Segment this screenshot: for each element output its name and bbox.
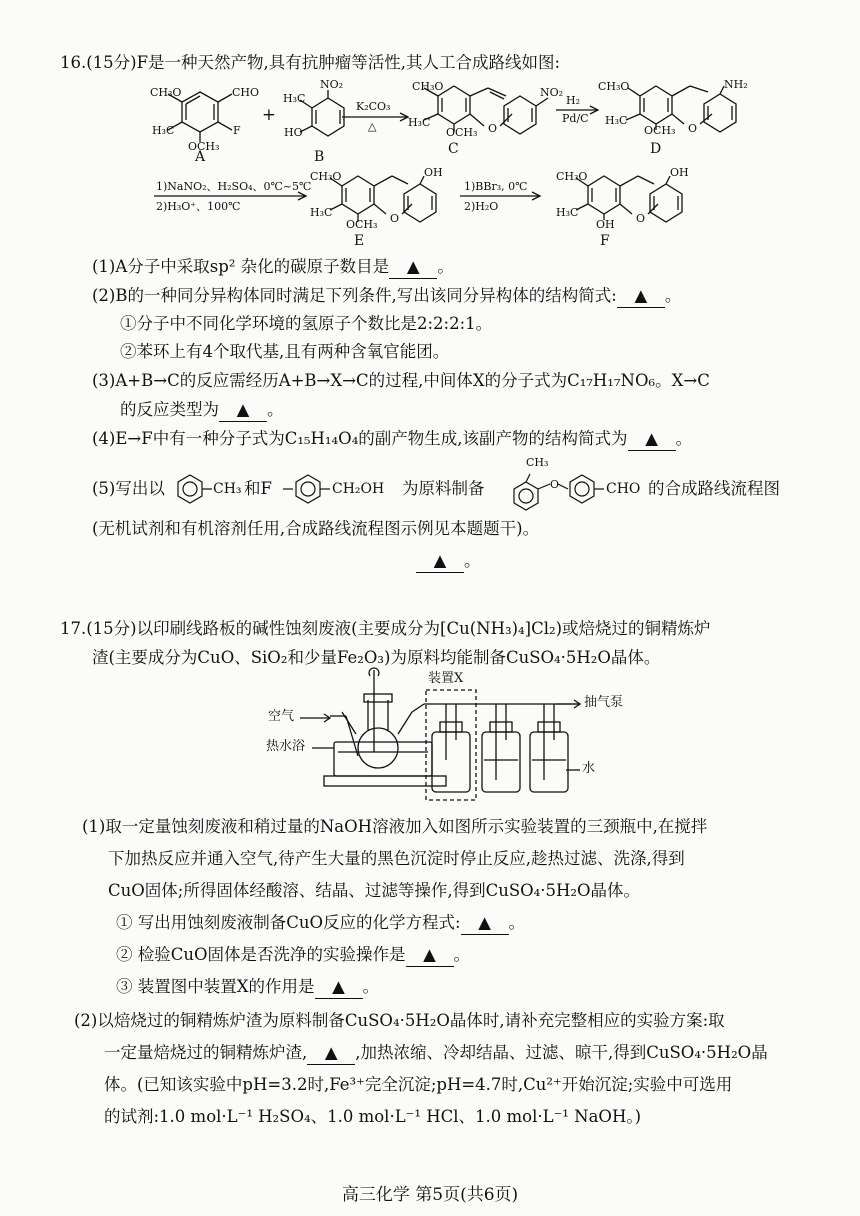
q16-p3: (3)A+B→C的反应需经历A+B→X→C的过程,中间体X的分子式为C₁₇H₁₇NO₆。X→C — [92, 371, 710, 390]
a-f: F — [233, 124, 241, 137]
d-ch3o: CH₃O — [598, 80, 630, 93]
answer-blank-16-3[interactable]: ▲ — [219, 399, 267, 422]
label-b: B — [314, 149, 325, 165]
q16-p2b: ②苯环上有4个取代基,且有两种含氧官能团。 — [120, 342, 450, 361]
answer-blank-17-1-3[interactable]: ▲ — [315, 976, 363, 999]
c-ch3o: CH₃O — [412, 80, 444, 93]
q17-s1ii — [116, 944, 470, 967]
q16-header: 16.(15分)F是一种天然产物,具有抗肿瘤等活性,其人工合成路线如图: — [60, 53, 561, 72]
f-h3c: H₃C — [556, 206, 579, 219]
period: 。 — [437, 257, 454, 276]
period: 。 — [453, 945, 471, 964]
a-cho: CHO — [232, 86, 260, 99]
b-no2: NO₂ — [320, 78, 344, 91]
q16-p2-text: (2)B的一种同分异构体同时满足下列条件,写出该同分异构体的结构简式: — [92, 286, 617, 305]
arrow-cd-bottom: Pd/C — [562, 112, 589, 125]
period: 。 — [675, 429, 693, 448]
q16-p5e: (无机试剂和有机溶剂任用,合成路线流程图示例见本题题干)。 — [92, 519, 540, 538]
q17-s2c: 体。(已知该实验中pH=3.2时,Fe³⁺完全沉淀;pH=4.7时,Cu²⁺开始沉淀;实验中可选用 — [104, 1075, 733, 1094]
f-o: O — [636, 212, 646, 225]
arrow-cd-top: H₂ — [566, 94, 581, 107]
q17-s2a: (2)以焙烧过的铜精炼炉渣为原料制备CuSO₄·5H₂O晶体时,请补充完整相应的实验方案:取 — [74, 1011, 725, 1030]
b-h3c: H₃C — [283, 92, 306, 105]
p5-o: O — [550, 478, 560, 491]
b-ho: HO — [284, 126, 303, 139]
p5-cho: CHO — [606, 481, 641, 497]
q16-p5d: 的合成路线流程图 — [648, 479, 780, 498]
d-o: O — [688, 122, 698, 135]
q16-p5c: 为原料制备 — [402, 479, 485, 498]
e-oh: OH — [424, 166, 443, 179]
f-oh1: OH — [596, 218, 615, 231]
label-c: C — [448, 141, 459, 157]
q17-s1a: (1)取一定量蚀刻废液和稍过量的NaOH溶液加入如图所示实验装置的三颈瓶中,在搅拌 — [82, 817, 708, 836]
label-a: A — [195, 149, 206, 165]
e-ch3o: CH₃O — [310, 170, 342, 183]
f-ch3o: CH₃O — [556, 170, 588, 183]
answer-blank-17-1-2[interactable]: ▲ — [406, 944, 454, 967]
answer-blank-16-5[interactable]: ▲ — [416, 550, 464, 573]
q17-s2b-pre: 一定量焙烧过的铜精炼炉渣, — [104, 1043, 308, 1062]
q16-p3b-text: 的反应类型为 — [120, 400, 219, 419]
label-d: D — [650, 141, 662, 157]
p5-ch3-top: CH₃ — [526, 456, 549, 469]
q17-s1b: 下加热反应并通入空气,待产生大量的黑色沉淀时停止反应,趁热过滤、洗涤,得到 — [108, 849, 685, 868]
q16-p5a: (5)写出以 — [92, 479, 165, 498]
arrow-ab-top: K₂CO₃ — [356, 100, 391, 113]
q17-s1c: CuO固体;所得固体经酸溶、结晶、过滤等操作,得到CuSO₄·5H₂O晶体。 — [108, 881, 641, 900]
q17-s2b-post: ,加热浓缩、冷却结晶、过滤、晾干,得到CuSO₄·5H₂O晶 — [355, 1043, 768, 1062]
q17-header: 17.(15分)以印刷线路板的碱性蚀刻废液(主要成分为[Cu(NH₃)₄]Cl₂)或焙烧过的铜精炼炉 — [60, 619, 711, 638]
water-label: 水 — [582, 761, 596, 776]
period: 。 — [508, 913, 526, 932]
p5-ch2oh: CH₂OH — [332, 481, 385, 497]
q17-s1i — [116, 912, 525, 935]
a-h3c: H₃C — [152, 124, 175, 137]
device-x-label: 装置X — [428, 671, 464, 686]
arrow-ef-top: 1)BBr₃, 0℃ — [464, 180, 528, 193]
q17-s1i-text: ① 写出用蚀刻废液制备CuO反应的化学方程式: — [116, 913, 461, 932]
answer-blank-16-4[interactable]: ▲ — [628, 428, 676, 451]
period: 。 — [267, 400, 284, 419]
q17-s1iii — [116, 976, 379, 999]
q17-header2: 渣(主要成分为CuO、SiO₂和少量Fe₂O₃)为原料均能制备CuSO₄·5H₂O晶体。 — [92, 648, 661, 667]
q17-s2d: 的试剂:1.0 mol·L⁻¹ H₂SO₄、1.0 mol·L⁻¹ HCl、1.0 mol·L⁻¹ NaOH。) — [104, 1107, 642, 1126]
page-footer: 高三化学 第5页(共6页) — [341, 1185, 519, 1205]
a-och3: OCH₃ — [188, 140, 220, 153]
e-h3c: H₃C — [310, 206, 333, 219]
c-no2: NO₂ — [540, 86, 564, 99]
answer-blank-17-1-1[interactable]: ▲ — [461, 912, 509, 935]
p5-ch3: CH₃ — [213, 481, 242, 497]
label-e: E — [354, 233, 365, 249]
c-h3c: H₃C — [408, 116, 431, 129]
e-och3: OCH₃ — [346, 218, 378, 231]
period: 。 — [362, 977, 379, 996]
plus-sign: + — [262, 105, 276, 124]
arrow-de-top: 1)NaNO₂、H₂SO₄、0℃~5℃ — [156, 180, 312, 193]
label-f: F — [600, 233, 610, 249]
q17-s1ii-text: ② 检验CuO固体是否洗净的实验操作是 — [116, 945, 406, 964]
c-o: O — [488, 122, 498, 135]
answer-blank-16-1[interactable]: ▲ — [389, 256, 437, 279]
a-ch3o: CH₃O — [150, 86, 182, 99]
period: 。 — [664, 286, 682, 305]
e-o: O — [390, 212, 400, 225]
f-oh2: OH — [670, 166, 689, 179]
air-label: 空气 — [268, 709, 295, 724]
q16-p5b: 和F — [244, 479, 272, 498]
q16-p1-text: (1)A分子中采取sp² 杂化的碳原子数目是 — [92, 257, 390, 276]
q17-s1iii-text: ③ 装置图中装置X的作用是 — [116, 977, 315, 996]
arrow-ab-bottom: △ — [368, 120, 377, 133]
pump-label: 抽气泵 — [584, 695, 624, 710]
arrow-de-bottom: 2)H₃O⁺、100℃ — [156, 200, 241, 213]
d-nh2: NH₂ — [724, 78, 748, 91]
d-h3c: H₃C — [605, 114, 628, 127]
q16-p2a: ①分子中不同化学环境的氢原子个数比是2:2:2:1。 — [120, 314, 493, 333]
q16-p4-text: (4)E→F中有一种分子式为C₁₅H₁₄O₄的副产物生成,该副产物的结构简式为 — [92, 429, 628, 448]
arrow-ef-bottom: 2)H₂O — [464, 200, 499, 213]
answer-blank-16-2[interactable]: ▲ — [617, 285, 665, 308]
c-och3: OCH₃ — [446, 126, 478, 139]
period: 。 — [464, 551, 481, 570]
d-och3: OCH₃ — [644, 124, 676, 137]
bath-label: 热水浴 — [266, 739, 306, 754]
q17-s2b — [104, 1042, 768, 1065]
answer-blank-17-2[interactable]: ▲ — [307, 1042, 355, 1065]
